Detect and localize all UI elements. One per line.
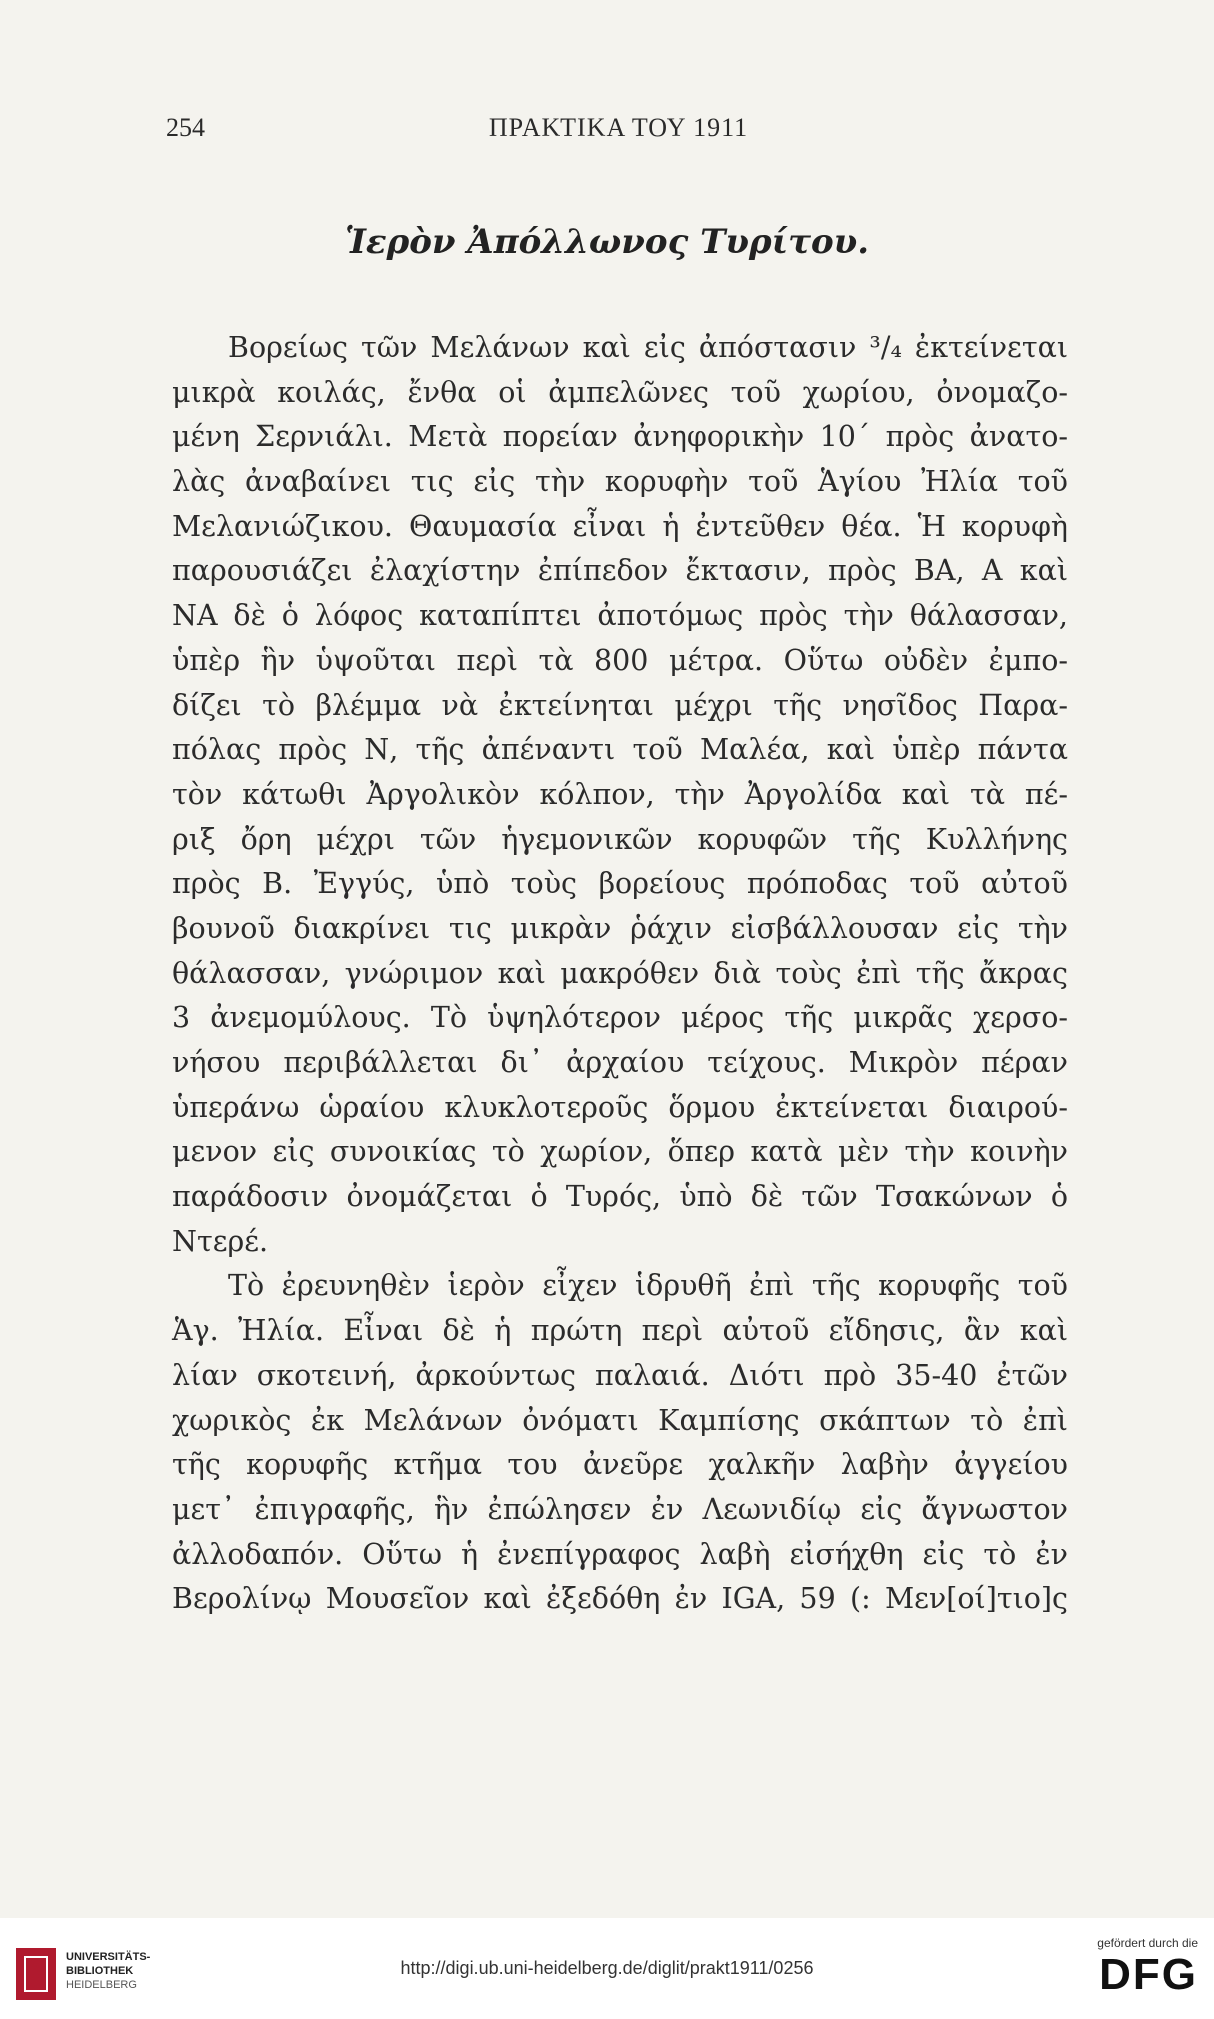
text-line: ἀλλοδαπόν. Οὕτω ἡ ἐνεπίγραφος λαβὴ εἰσήχθη εἰς τὸ ἐν	[172, 1537, 1068, 1571]
viewer-footer	[0, 1918, 1214, 2019]
text-line: θάλασσαν, γνώριμον καὶ μακρόθεν διὰ τοὺς ἐπὶ τῆς ἄκρας	[172, 956, 1068, 990]
text-line: πρὸς Β. Ἐγγύς, ὑπὸ τοὺς βορείους πρόποδας τοῦ αὐτοῦ	[172, 867, 1068, 901]
page-header	[166, 113, 1071, 153]
text-line: Ἁγ. Ἠλία. Εἶναι δὲ ἡ πρώτη περὶ αὐτοῦ εἴδησις, ἂν καὶ	[172, 1314, 1068, 1348]
text-line: Τὸ ἐρευνηθὲν ἱερὸν εἶχεν ἱδρυθῆ ἐπὶ τῆς κορυφῆς τοῦ	[228, 1269, 1068, 1303]
text-line: Βορείως τῶν Μελάνων καὶ εἰς ἀπόστασιν ³/₄ ἐκτείνεται	[228, 331, 1068, 364]
text-line: Βερολίνῳ Μουσεῖον καὶ ἐξεδόθη ἐν IGA, 59 (: Μεν[οί]τιο]ς	[172, 1582, 1068, 1616]
text-line: νήσου περιβάλλεται δι᾿ ἀρχαίου τείχους. Μικρὸν πέραν	[172, 1046, 1068, 1079]
institution-line: BIBLIOTHEK	[66, 1965, 134, 1977]
text-line: λίαν σκοτεινή, ἀρκούντως παλαιά. Διότι πρὸ 35-40 ἐτῶν	[172, 1358, 1068, 1392]
institution-line: UNIVERSITÄTS-	[66, 1951, 151, 1963]
text-line: Μελανιώζικου. Θαυμασία εἶναι ἡ ἐντεῦθεν θέα. Ἡ κορυφὴ	[172, 509, 1068, 543]
text-line: ὑπὲρ ἣν ὑψοῦται περὶ τὰ 800 μέτρα. Οὕτω οὐδὲν ἐμπο-	[172, 643, 1068, 677]
text-line: λὰς ἀναβαίνει τις εἰς τὴν κορυφὴν τοῦ Ἁγίου Ἠλία τοῦ	[172, 465, 1068, 499]
dfg-logo: DFG	[1099, 1950, 1198, 1999]
text-line: χωρικὸς ἐκ Μελάνων ὀνόματι Καμπίσης σκάπτων τὸ ἐπὶ	[172, 1403, 1068, 1437]
text-line: τῆς κορυφῆς κτῆμα του ἀνεῦρε χαλκῆν λαβὴν ἀγγείου	[172, 1448, 1068, 1482]
text-line: παράδοσιν ὀνομάζεται ὁ Τυρός, ὑπὸ δὲ τῶν Τσακώνων ὁ	[172, 1180, 1068, 1214]
text-line: μενον εἰς συνοικίας τὸ χωρίον, ὅπερ κατὰ μὲν τὴν κοινὴν	[172, 1135, 1068, 1169]
text-line: παρουσιάζει ἐλαχίστην ἐπίπεδον ἔκτασιν, πρὸς ΒΑ, Α καὶ	[172, 554, 1068, 588]
funding-caption: gefördert durch die	[1097, 1936, 1198, 1950]
text-line: ΝΑ δὲ ὁ λόφος καταπίπτει ἀποτόμως πρὸς τὴν θάλασσαν,	[172, 599, 1068, 633]
text-line: πόλας πρὸς Ν, τῆς ἀπέναντι τοῦ Μαλέα, καὶ ὑπὲρ πάντα	[172, 733, 1068, 767]
funder-credit[interactable]	[1078, 1936, 1198, 2000]
text-line: ριξ ὄρη μέχρι τῶν ἡγεμονικῶν κορυφῶν τῆς Κυλλήνης	[172, 822, 1068, 856]
body-text	[172, 326, 1068, 1622]
text-line: μικρὰ κοιλάς, ἔνθα οἱ ἀμπελῶνες τοῦ χωρίου, ὀνομαζο-	[172, 375, 1068, 409]
text-line: βουνοῦ διακρίνει τις μικρὰν ῥάχιν εἰσβάλλουσαν εἰς τὴν	[172, 911, 1068, 945]
text-line: δίζει τὸ βλέμμα νὰ ἐκτείνηται μέχρι τῆς νησῖδος Παρα-	[172, 688, 1068, 722]
permalink-url[interactable]: http://digi.ub.uni-heidelberg.de/diglit/prakt1911/0256	[400, 1958, 814, 1978]
institution-line: HEIDELBERG	[66, 1979, 137, 1991]
text-line: μετ᾿ ἐπιγραφῆς, ἣν ἐπώλησεν ἐν Λεωνιδίῳ εἰς ἄγνωστον	[172, 1492, 1068, 1526]
page-number: 254	[166, 113, 205, 142]
text-line: ὑπεράνω ὡραίου κλυκλοτεροῦς ὅρμου ἐκτείνεται διαιρού-	[172, 1090, 1068, 1124]
section-title: Ἱερὸν Ἀπόλλωνος Τυρίτου.	[344, 222, 870, 262]
text-line: 3 ἀνεμομύλους. Τὸ ὑψηλότερον μέρος τῆς μικρᾶς χερσο-	[172, 1001, 1068, 1035]
text-line: τὸν κάτωθι Ἀργολικὸν κόλπον, τὴν Ἀργολίδα καὶ τὰ πέ-	[172, 777, 1068, 811]
text-line: μένη Σερνιάλι. Μετὰ πορείαν ἀνηφορικὴν 10΄ πρὸς ἀνατο-	[172, 420, 1068, 454]
running-title: ΠΡΑΚΤΙΚΑ ΤΟΥ 1911	[488, 113, 749, 142]
text-line: Ντερέ.	[172, 1224, 269, 1258]
